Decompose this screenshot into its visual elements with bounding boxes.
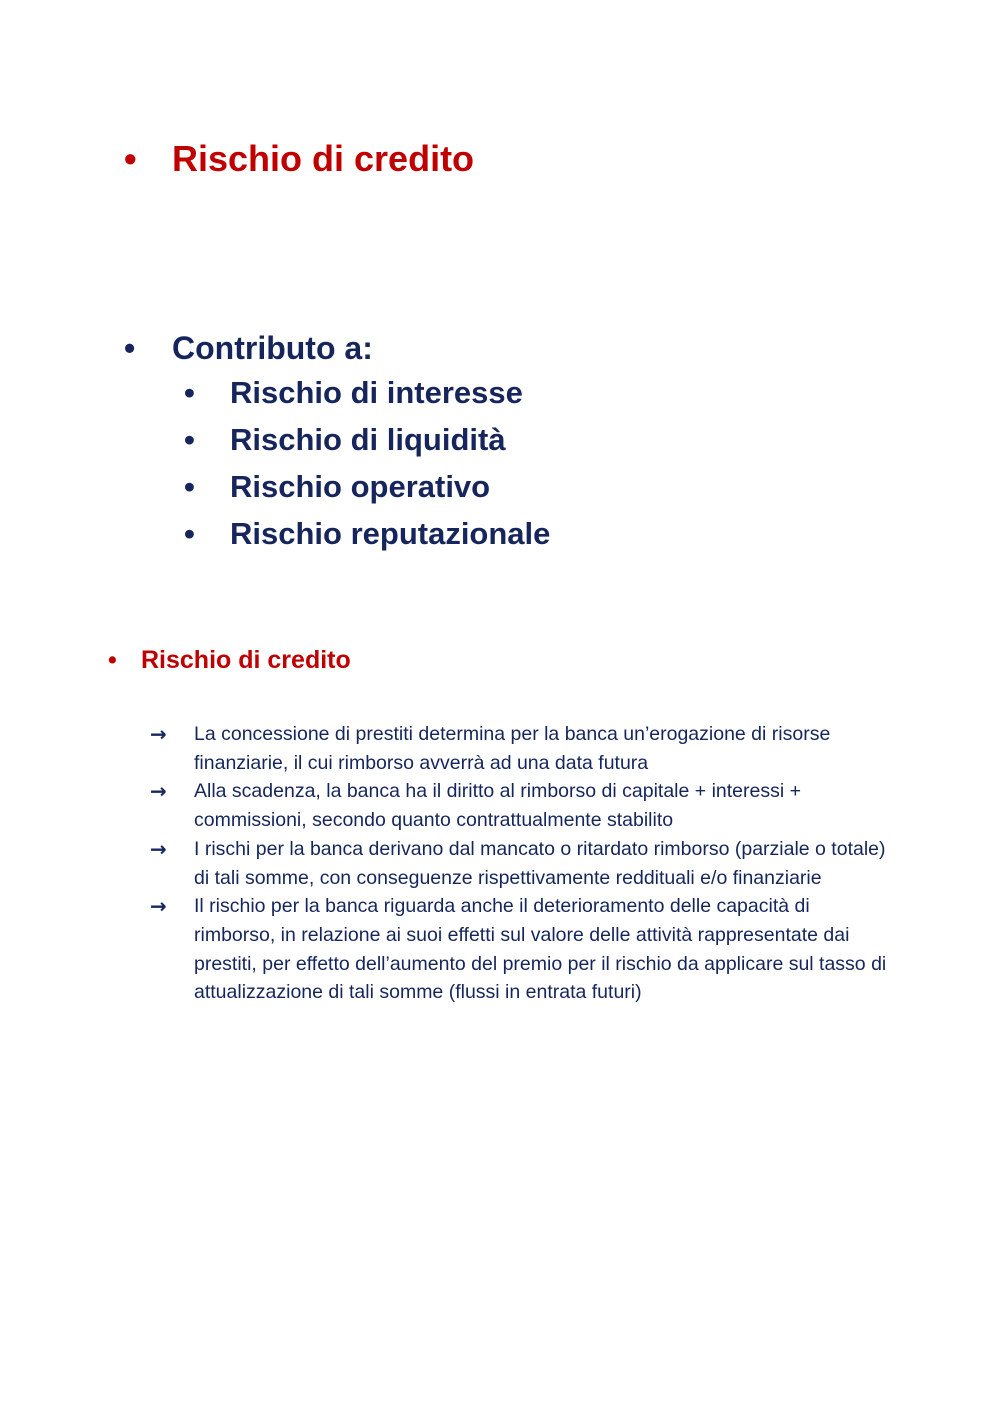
list-item bbox=[150, 892, 890, 1007]
list-item bbox=[150, 777, 890, 834]
point-text: I rischi per la banca derivano dal mancato o ritardato rimborso (parziale o totale) di tali somme, con conseguenze rispettivamente reddituali e/o finanziarie bbox=[194, 837, 886, 889]
list-item bbox=[184, 375, 550, 422]
bullet-icon: • bbox=[184, 516, 195, 551]
arrow-right-icon: → bbox=[150, 894, 167, 919]
section-heading bbox=[108, 646, 351, 675]
list-item bbox=[184, 422, 550, 469]
list-item-text: Rischio di liquidità bbox=[230, 422, 506, 457]
list-item bbox=[184, 516, 550, 563]
contributo-heading bbox=[124, 330, 373, 367]
bullet-icon: • bbox=[184, 375, 195, 410]
top-heading bbox=[124, 138, 474, 180]
top-heading-text: Rischio di credito bbox=[172, 138, 475, 179]
bullet-icon: • bbox=[124, 330, 136, 366]
point-text: La concessione di prestiti determina per la banca un’erogazione di risorse finanziarie, il cui rimborso avverrà ad una data futura bbox=[194, 723, 831, 774]
list-item-text: Rischio operativo bbox=[230, 469, 491, 504]
bullet-icon: • bbox=[108, 646, 117, 674]
contributo-label: Contributo a: bbox=[172, 330, 373, 366]
list-item bbox=[150, 720, 890, 777]
contributo-list bbox=[184, 375, 550, 563]
arrow-right-icon: → bbox=[150, 722, 167, 746]
arrow-right-icon: → bbox=[150, 779, 167, 804]
section-heading-text: Rischio di credito bbox=[141, 646, 351, 674]
bullet-icon: • bbox=[124, 138, 137, 179]
section-points bbox=[150, 720, 890, 1007]
bullet-icon: • bbox=[184, 422, 195, 457]
list-item bbox=[150, 835, 890, 892]
list-item-text: Rischio di interesse bbox=[230, 375, 523, 410]
bullet-icon: • bbox=[184, 469, 195, 504]
list-item-text: Rischio reputazionale bbox=[230, 516, 551, 551]
list-item bbox=[184, 469, 550, 516]
point-text: Il rischio per la banca riguarda anche il deterioramento delle capacità di rimborso, in relazione ai suoi effetti sul valore delle attività rappresentate dai prestiti, per effetto dell’aumento del premio per il rischio da applicare sul tasso di attualizzazione di tali somme (flussi in entrata futuri) bbox=[194, 895, 887, 1004]
arrow-right-icon: → bbox=[150, 836, 167, 861]
point-text: Alla scadenza, la banca ha il diritto al rimborso di capitale + interessi + commissioni, secondo quanto contrattualmente stabilito bbox=[194, 780, 801, 832]
